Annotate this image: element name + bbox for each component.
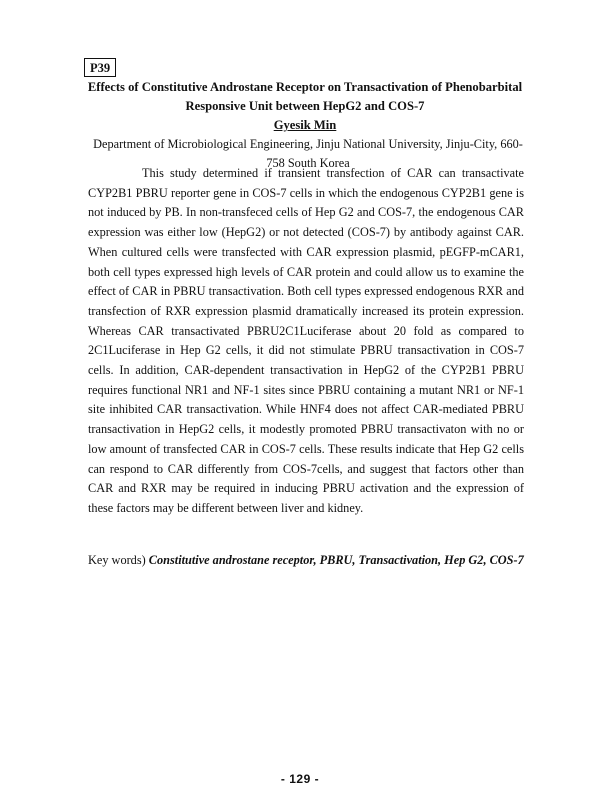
abstract-body: This study determined if transient transfection of CAR can transactivate CYP2B1 PBRU reporter gene in COS-7 cells in which the endogenous CYP2B1 gene is not induced by PB. In non-transfeced cells of Hep G2 and COS-7, the endogenous CAR expression was either low (HepG2) or not detected (COS-7) by antibody against CAR. When cultured cells were transfected with CAR expression plasmid, pEGFP-mCAR1, both cell types expressed high levels of CAR protein and could allow us to examine the effect of CAR in PBRU transactivation. Both cell types expressed endogenous RXR and transfection of RXR expression plasmid dramatically increased its protein expression. Whereas CAR transactivated PBRU2C1Luciferase about 20 fold as compared to 2C1Luciferase in Hep G2 cells, it did not stimulate PBRU transactivation in COS-7 cells. In addition, CAR-dependent transactivation in HepG2 of the CYP2B1 PBRU requires functional NR1 and NF-1 sites since PBRU containing a mutant NR1 or NF-1 site inhibited CAR transactivation. While HNF4 does not affect CAR-mediated PBRU transactivation in HepG2 cells, it modestly promoted PBRU transactivaton with no or low amount of transfected CAR in COS-7 cells. These results indicate that Hep G2 cells can respond to CAR differently from COS-7cells, and suggest that factors other than CAR and RXR may be required in inducing PBRU activation and the expression of these factors may be different between liver and kidney. — [88, 166, 524, 515]
author-name: Gyesik Min — [273, 118, 337, 132]
keywords-line — [88, 551, 538, 570]
page-number: - 129 - — [280, 772, 320, 786]
author-affiliation: Department of Microbiological Engineering, Jinju National University, Jinju-City, 660-758 South Korea — [93, 137, 523, 170]
keywords-terms: Constitutive androstane receptor, PBRU, Transactivation, Hep G2, COS-7 — [148, 553, 524, 567]
paper-title: Effects of Constitutive Androstane Receptor on Transactivation of Phenobarbital Responsive Unit between HepG2 and COS-7 — [87, 80, 523, 113]
poster-id-label: P39 — [84, 58, 116, 77]
keywords-label: Key words) — [88, 553, 146, 567]
